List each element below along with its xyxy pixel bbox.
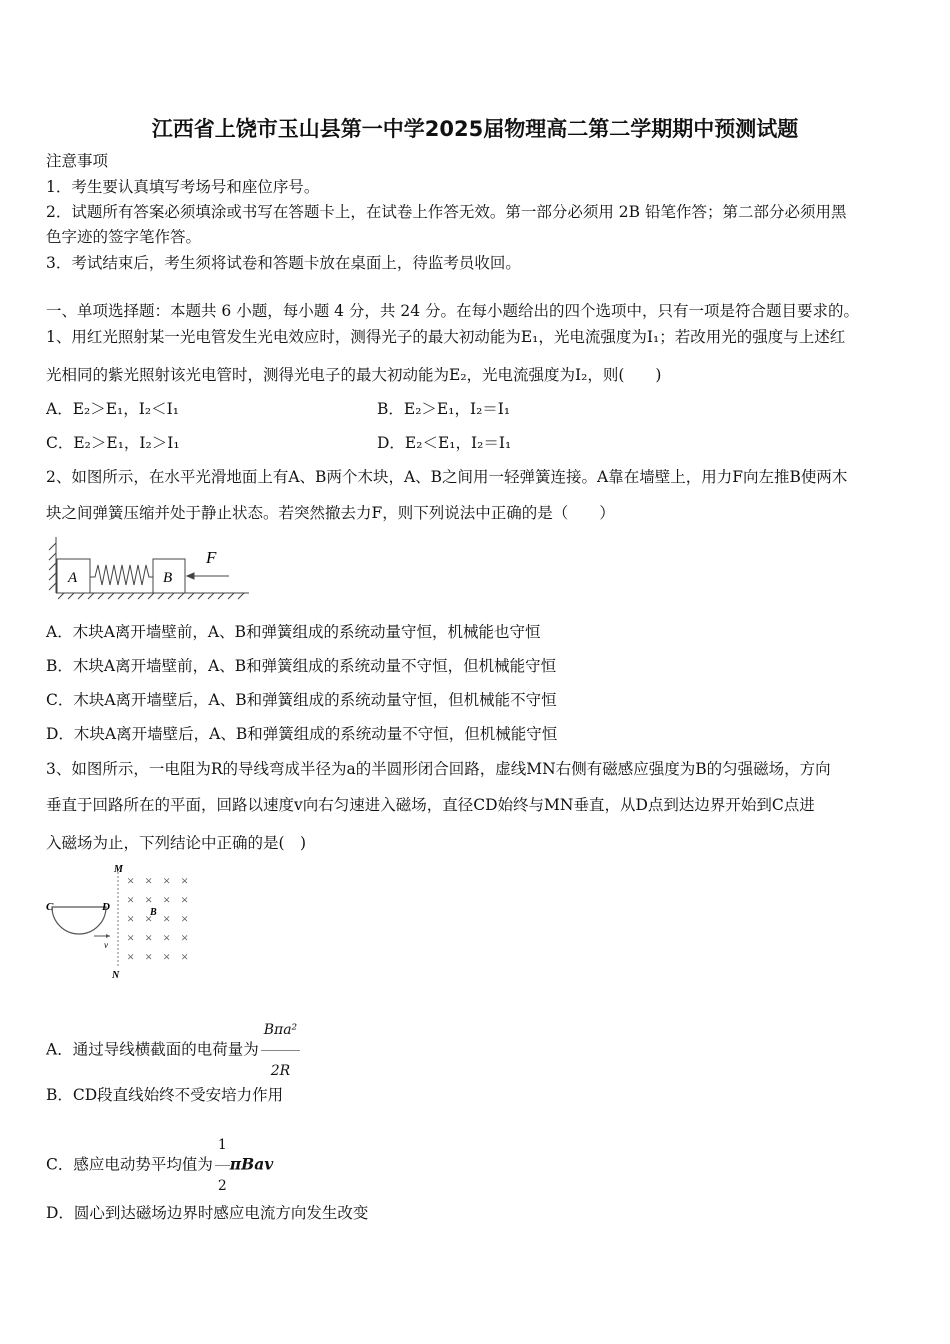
field-cross: × bbox=[163, 911, 171, 926]
q1-option-b: B．E₂＞E₁，I₂＝I₁ bbox=[377, 400, 511, 418]
question-3-text: 垂直于回路所在的平面，回路以速度v向右匀速进入磁场，直径CD始终与MN垂直，从D点到达边界开始到C点进 bbox=[46, 796, 815, 814]
field-cross: × bbox=[181, 930, 189, 945]
spring bbox=[90, 565, 153, 585]
label-v: v bbox=[104, 940, 108, 950]
q3-option-d: D．圆心到达磁场边界时感应电流方向发生改变 bbox=[46, 1204, 369, 1222]
q3-option-a bbox=[46, 1010, 300, 1091]
question-3-text: 3、如图所示，一电阻为R的导线弯成半径为a的半圆形闭合回路，虚线MN右侧有磁感应强度为B的匀强磁场，方向 bbox=[46, 760, 831, 778]
label-n: N bbox=[112, 970, 120, 981]
q3-option-a-text: A．通过导线横截面的电荷量为 bbox=[46, 1040, 259, 1059]
fraction bbox=[261, 1010, 300, 1091]
field-cross: × bbox=[181, 892, 189, 907]
question-1-text: 1、用红光照射某一光电管发生光电效应时，测得光子的最大初动能为E₁，光电流强度为I₁；若改用光的强度与上述红 bbox=[46, 328, 846, 346]
notice-item: 色字迹的签字笔作答。 bbox=[46, 228, 202, 246]
magnetic-field-figure bbox=[44, 862, 204, 982]
field-cross: × bbox=[127, 949, 135, 964]
block-b-label: B bbox=[163, 570, 173, 586]
block-a-label: A bbox=[68, 570, 78, 586]
label-c: C bbox=[46, 901, 54, 913]
field-cross: × bbox=[145, 930, 153, 945]
field-cross: × bbox=[145, 873, 153, 888]
question-1-text: 光相同的紫光照射该光电管时，测得光电子的最大初动能为E₂，光电流强度为I₂，则( ) bbox=[46, 366, 662, 384]
field-cross: × bbox=[181, 911, 189, 926]
field-cross: × bbox=[163, 930, 171, 945]
field-cross: × bbox=[163, 873, 171, 888]
field-cross: × bbox=[163, 949, 171, 964]
q1-option-c: C．E₂＞E₁，I₂＞I₁ bbox=[46, 434, 180, 452]
q3-option-b: B．CD段直线始终不受安培力作用 bbox=[46, 1086, 284, 1104]
q3-option-c-text: C．感应电动势平均值为 bbox=[46, 1155, 213, 1174]
field-cross: × bbox=[127, 930, 135, 945]
field-cross: × bbox=[181, 949, 189, 964]
field-cross: × bbox=[145, 892, 153, 907]
field-cross: × bbox=[145, 911, 153, 926]
field-cross: × bbox=[181, 873, 189, 888]
semicircle-loop bbox=[52, 907, 106, 934]
q2-option-c: C．木块A离开墙壁后，A、B和弹簧组成的系统动量守恒，但机械能不守恒 bbox=[46, 691, 557, 709]
notice-item: 2．试题所有答案必须填涂或书写在答题卡上，在试卷上作答无效。第一部分必须用 2B 铅笔作答；第二部分必须用黑 bbox=[46, 203, 847, 221]
q3-option-c bbox=[46, 1125, 273, 1206]
notice-heading: 注意事项 bbox=[46, 152, 109, 170]
q1-option-d: D．E₂＜E₁，I₂＝I₁ bbox=[377, 434, 512, 452]
section-heading: 一、单项选择题：本题共 6 小题，每小题 4 分，共 24 分。在每小题给出的四个选项中，只有一项是符合题目要求的。 bbox=[46, 302, 860, 320]
question-2-text: 2、如图所示，在水平光滑地面上有A、B两个木块，A、B之间用一轻弹簧连接。A靠在墙壁上，用力F向左推B使两木 bbox=[46, 468, 848, 486]
denominator: 2R bbox=[270, 1063, 291, 1079]
field-cross: × bbox=[127, 873, 135, 888]
field-cross: × bbox=[163, 892, 171, 907]
denominator: 2 bbox=[217, 1178, 227, 1194]
force-label: F bbox=[206, 548, 217, 567]
spring-blocks-figure bbox=[44, 535, 254, 601]
q3-option-c-tail: πBav bbox=[229, 1154, 274, 1174]
q1-option-a: A．E₂＞E₁，I₂＜I₁ bbox=[46, 400, 179, 418]
label-d: D bbox=[102, 901, 110, 913]
question-2-text: 块之间弹簧压缩并处于静止状态。若突然撤去力F，则下列说法中正确的是（ ） bbox=[46, 504, 615, 522]
page-title: 江西省上饶市玉山县第一中学2025届物理高二第二学期期中预测试题 bbox=[151, 117, 799, 141]
q2-option-b: B．木块A离开墙壁前，A、B和弹簧组成的系统动量不守恒，但机械能守恒 bbox=[46, 657, 557, 675]
q2-option-d: D．木块A离开墙壁后，A、B和弹簧组成的系统动量不守恒，但机械能守恒 bbox=[46, 725, 558, 743]
q2-option-a: A．木块A离开墙壁前，A、B和弹簧组成的系统动量守恒，机械能也守恒 bbox=[46, 623, 541, 641]
field-cross: × bbox=[127, 911, 135, 926]
label-b: B bbox=[150, 907, 157, 918]
numerator: 1 bbox=[215, 1125, 230, 1166]
field-cross: × bbox=[127, 892, 135, 907]
fraction bbox=[215, 1125, 230, 1206]
field-cross: × bbox=[145, 949, 153, 964]
numerator: Bπa² bbox=[261, 1010, 300, 1051]
question-3-text: 入磁场为止，下列结论中正确的是( ) bbox=[46, 834, 307, 852]
notice-item: 3．考试结束后，考生须将试卷和答题卡放在桌面上，待监考员收回。 bbox=[46, 254, 521, 272]
label-m: M bbox=[114, 864, 123, 875]
notice-item: 1．考生要认真填写考场号和座位序号。 bbox=[46, 178, 320, 196]
